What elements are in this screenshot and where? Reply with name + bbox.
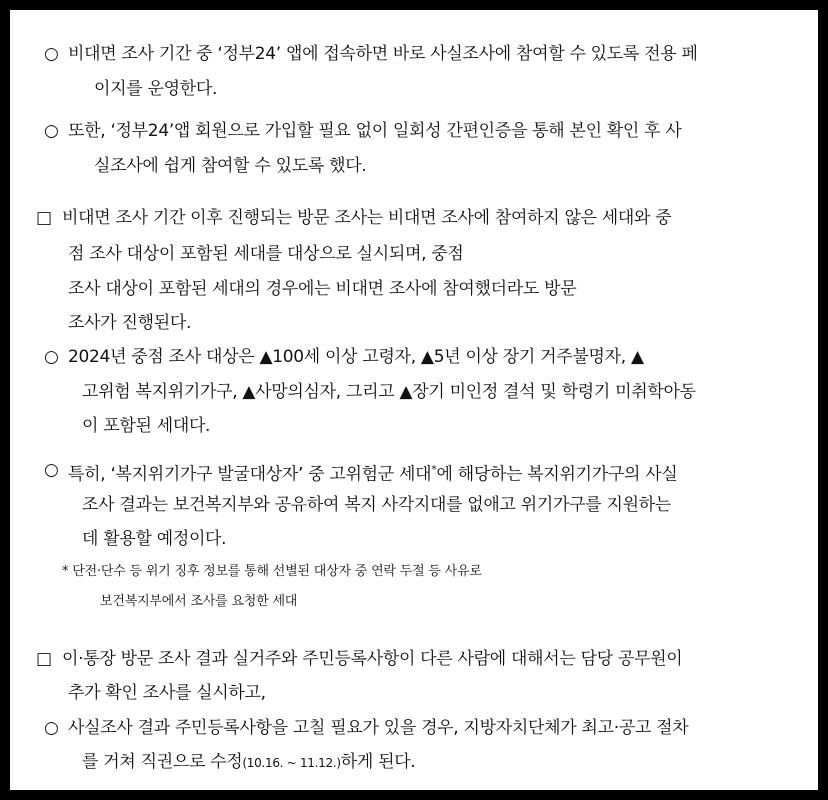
paragraph-line: 고위험 복지위기가구, ▲사망의심자, 그리고 ▲장기 미인정 결석 및 학령기 미취학아동 (82, 382, 696, 402)
paragraph-line: 추가 확인 조사를 실시하고, (68, 683, 266, 703)
paragraph-line: 조사 결과는 보건복지부와 공유하여 복지 사각지대를 없애고 위기가구를 지원하는 (82, 495, 671, 515)
paragraph-line: 이 포함된 세대다. (82, 416, 211, 436)
paragraph-line: 비대면 조사 기간 중 ‘정부24’ 앱에 접속하면 바로 사실조사에 참여할 수 있도록 전용 페 (68, 44, 698, 64)
paragraph-line: 이·통장 방문 조사 결과 실거주와 주민등록사항이 다른 사람에 대해서는 담당 공무원이 (62, 649, 683, 669)
paragraph-line: 2024년 중점 조사 대상은 ▲100세 이상 고령자, ▲5년 이상 장기 거주불명자, ▲ (68, 347, 644, 367)
footnote-line: 보건복지부에서 조사를 요청한 세대 (100, 594, 298, 609)
text-segment: 에 해당하는 복지위기가구의 사실 (436, 464, 678, 485)
paragraph-line: 비대면 조사 기간 이후 진행되는 방문 조사는 비대면 조사에 참여하지 않은 세대와 중 (62, 208, 672, 228)
paragraph-line: 실조사에 쉽게 참여할 수 있도록 했다. (94, 156, 367, 176)
footnote-line: * 단전·단수 등 위기 징후 정보를 통해 선별된 대상자 중 연락 두절 등 사유로 (62, 564, 482, 579)
paragraph-line: 조사가 진행된다. (68, 313, 192, 333)
paragraph-line (82, 751, 415, 774)
circle-bullet-icon: ○ (44, 347, 59, 367)
circle-bullet-icon: ○ (44, 718, 59, 738)
square-bullet-icon: □ (36, 208, 53, 228)
circle-bullet-icon: ○ (44, 44, 59, 64)
square-bullet-icon: □ (36, 649, 53, 669)
text-segment: 를 거쳐 직권으로 수정 (82, 752, 243, 772)
text-segment: 하게 된다. (340, 752, 416, 772)
paragraph-line: 또한, ‘정부24’앱 회원으로 가입할 필요 없이 일회성 간편인증을 통해 본인 확인 후 사 (68, 121, 682, 141)
footnote-mark: * (431, 463, 437, 476)
paragraph-line: 점 조사 대상이 포함된 세대를 대상으로 실시되며, 중점 (68, 244, 464, 264)
circle-bullet-icon: ○ (44, 121, 59, 141)
document-page (10, 10, 818, 790)
paragraph-line: 데 활용할 예정이다. (82, 529, 227, 549)
paragraph-line: 조사 대상이 포함된 세대의 경우에는 비대면 조사에 참여했더라도 방문 (68, 279, 577, 299)
circle-bullet-icon: ○ (44, 460, 59, 480)
paragraph-line: 이지를 운영한다. (94, 79, 218, 99)
text-segment: 특히, ‘복지위기가구 발굴대상자’ 중 고위험군 세대 (68, 464, 432, 485)
paragraph-line: 사실조사 결과 주민등록사항을 고칠 필요가 있을 경우, 지방자치단체가 최고·공고 절차 (68, 718, 689, 738)
date-range: (10.16. ~ 11.12.) (242, 756, 341, 770)
paragraph-line (68, 459, 678, 486)
